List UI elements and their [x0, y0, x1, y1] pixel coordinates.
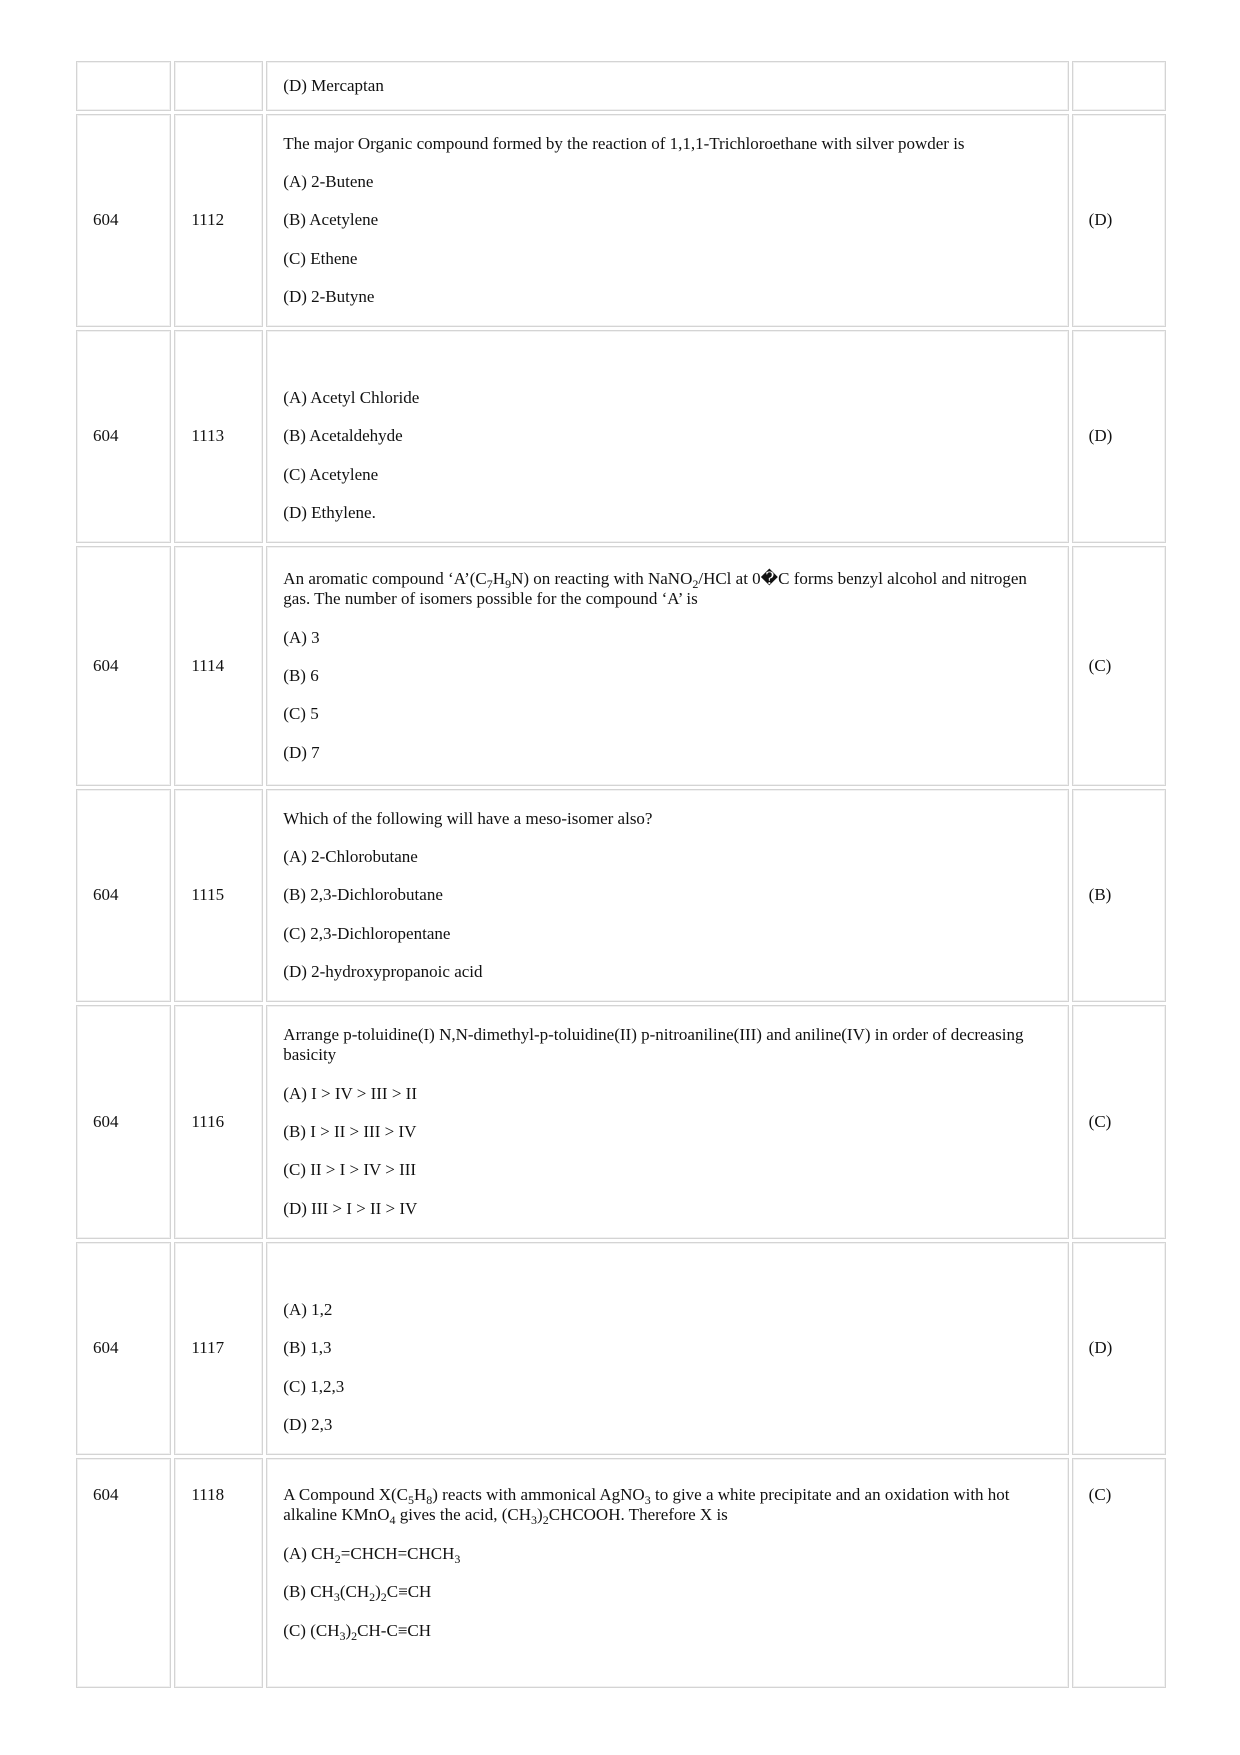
question-number-cell: 1118	[174, 1458, 263, 1688]
option-text: (B) $CH_3(CH_2)_2C\equiv CH$	[283, 1582, 432, 1605]
subject-code-cell: 604	[76, 1242, 171, 1455]
option-text: (A) 1,2	[283, 1299, 333, 1319]
option-text: (B) 1,3	[283, 1338, 332, 1358]
table-row	[76, 61, 1166, 111]
answer-cell: (D)	[1072, 114, 1166, 327]
table-row	[76, 789, 1166, 1002]
table-row	[76, 1242, 1166, 1455]
question-cell	[266, 61, 1068, 111]
answer-cell: (C)	[1072, 1005, 1166, 1239]
questions-table	[73, 58, 1169, 1691]
question-text: Which of the following will have a meso-isomer also?	[283, 808, 653, 828]
question-text: The major Organic compound formed by the reaction of 1,1,1-Trichloroethane with silver powder is	[283, 133, 965, 153]
option-text: (C) 5	[283, 704, 319, 724]
option-text: (B) I > II > III > IV	[283, 1122, 417, 1141]
option-text: (C) Acetylene	[283, 464, 379, 484]
option-text: (B) Acetaldehyde	[283, 426, 403, 446]
option-text: (D) Mercaptan	[283, 75, 384, 95]
subject-code-cell: 604	[76, 546, 171, 786]
option-text: (A) $CH_2=CHCH=CHCH_3$	[283, 1543, 461, 1566]
table-row	[76, 1458, 1166, 1688]
option-text: (B) 2,3-Dichlorobutane	[283, 885, 443, 905]
subject-code-cell: 604	[76, 1005, 171, 1239]
question-cell	[266, 546, 1068, 786]
option-text: (B) Acetylene	[283, 210, 379, 230]
answer-cell: (C)	[1072, 546, 1166, 786]
subject-code-cell: 604	[76, 330, 171, 543]
option-text: (D) III > I > II > IV	[283, 1198, 418, 1218]
answer-cell: (D)	[1072, 330, 1166, 543]
question-text: Arrange p-toluidine(I) N,N-dimethyl-p-toluidine(II) p-nitroaniline(III) and aniline(IV) in order of decreasing basicity	[283, 1024, 1024, 1065]
question-text: A Compound $X(C_5H_8)$ reacts with ammonical AgNO$_3$ to give a white precipitate and an oxidation with hot alkaline KMnO$_4$ gives the acid, $(CH_3)_2CHCOOH$. Therefore X is	[283, 1485, 1010, 1528]
question-cell	[266, 114, 1068, 327]
question-image-placeholder	[283, 350, 1051, 370]
option-text: (D) 2,3	[283, 1414, 333, 1434]
option-text: (D) Ethylene.	[283, 502, 376, 522]
question-number-cell: 1113	[174, 330, 263, 543]
question-cell	[266, 789, 1068, 1002]
option-text: (C) 2,3-Dichloropentane	[283, 923, 451, 943]
table-row	[76, 1005, 1166, 1239]
option-text: (B) 6	[283, 666, 319, 685]
subject-code-cell: 604	[76, 1458, 171, 1688]
answer-cell: (C)	[1072, 1458, 1166, 1688]
question-cell	[266, 1005, 1068, 1239]
subject-code-cell	[76, 61, 171, 111]
question-image-placeholder	[283, 1262, 1051, 1282]
question-number-cell: 1115	[174, 789, 263, 1002]
option-text: (A) 2-Butene	[283, 171, 374, 191]
table-row	[76, 330, 1166, 543]
answer-cell: (D)	[1072, 1242, 1166, 1455]
option-text: (A) 2-Chlorobutane	[283, 846, 418, 866]
question-number-cell: 1116	[174, 1005, 263, 1239]
option-text: (C) II > I > IV > III	[283, 1160, 417, 1180]
option-text: (D) 7	[283, 742, 320, 762]
answer-cell: (B)	[1072, 789, 1166, 1002]
question-cell	[266, 1458, 1068, 1688]
question-number-cell	[174, 61, 263, 111]
question-number-cell: 1114	[174, 546, 263, 786]
option-text: (D) 2-hydroxypropanoic acid	[283, 962, 483, 982]
option-text: (A) Acetyl Chloride	[283, 387, 420, 407]
question-text: An aromatic compound ‘$A’(C_7H_9N)$ on reacting with NaNO$_2$/HCl at 0�C forms benzyl alcohol and nitrogen gas. The number of isomers possible for the compound ‘A’ is	[283, 568, 1027, 609]
subject-code-cell: 604	[76, 789, 171, 1002]
option-text: (D) 2-Butyne	[283, 287, 375, 307]
option-text: (C) $(CH_3)_2CH-C\equiv CH$	[283, 1620, 431, 1643]
answer-cell	[1072, 61, 1166, 111]
question-cell	[266, 1242, 1068, 1455]
option-text: (A) I > IV > III > II	[283, 1083, 418, 1103]
table-row	[76, 114, 1166, 327]
option-text: (C) 1,2,3	[283, 1376, 345, 1396]
question-cell	[266, 330, 1068, 543]
subject-code-cell: 604	[76, 114, 171, 327]
option-text: (C) Ethene	[283, 248, 358, 268]
question-number-cell: 1112	[174, 114, 263, 327]
question-number-cell: 1117	[174, 1242, 263, 1455]
table-row	[76, 546, 1166, 786]
option-text: (A) 3	[283, 627, 320, 647]
